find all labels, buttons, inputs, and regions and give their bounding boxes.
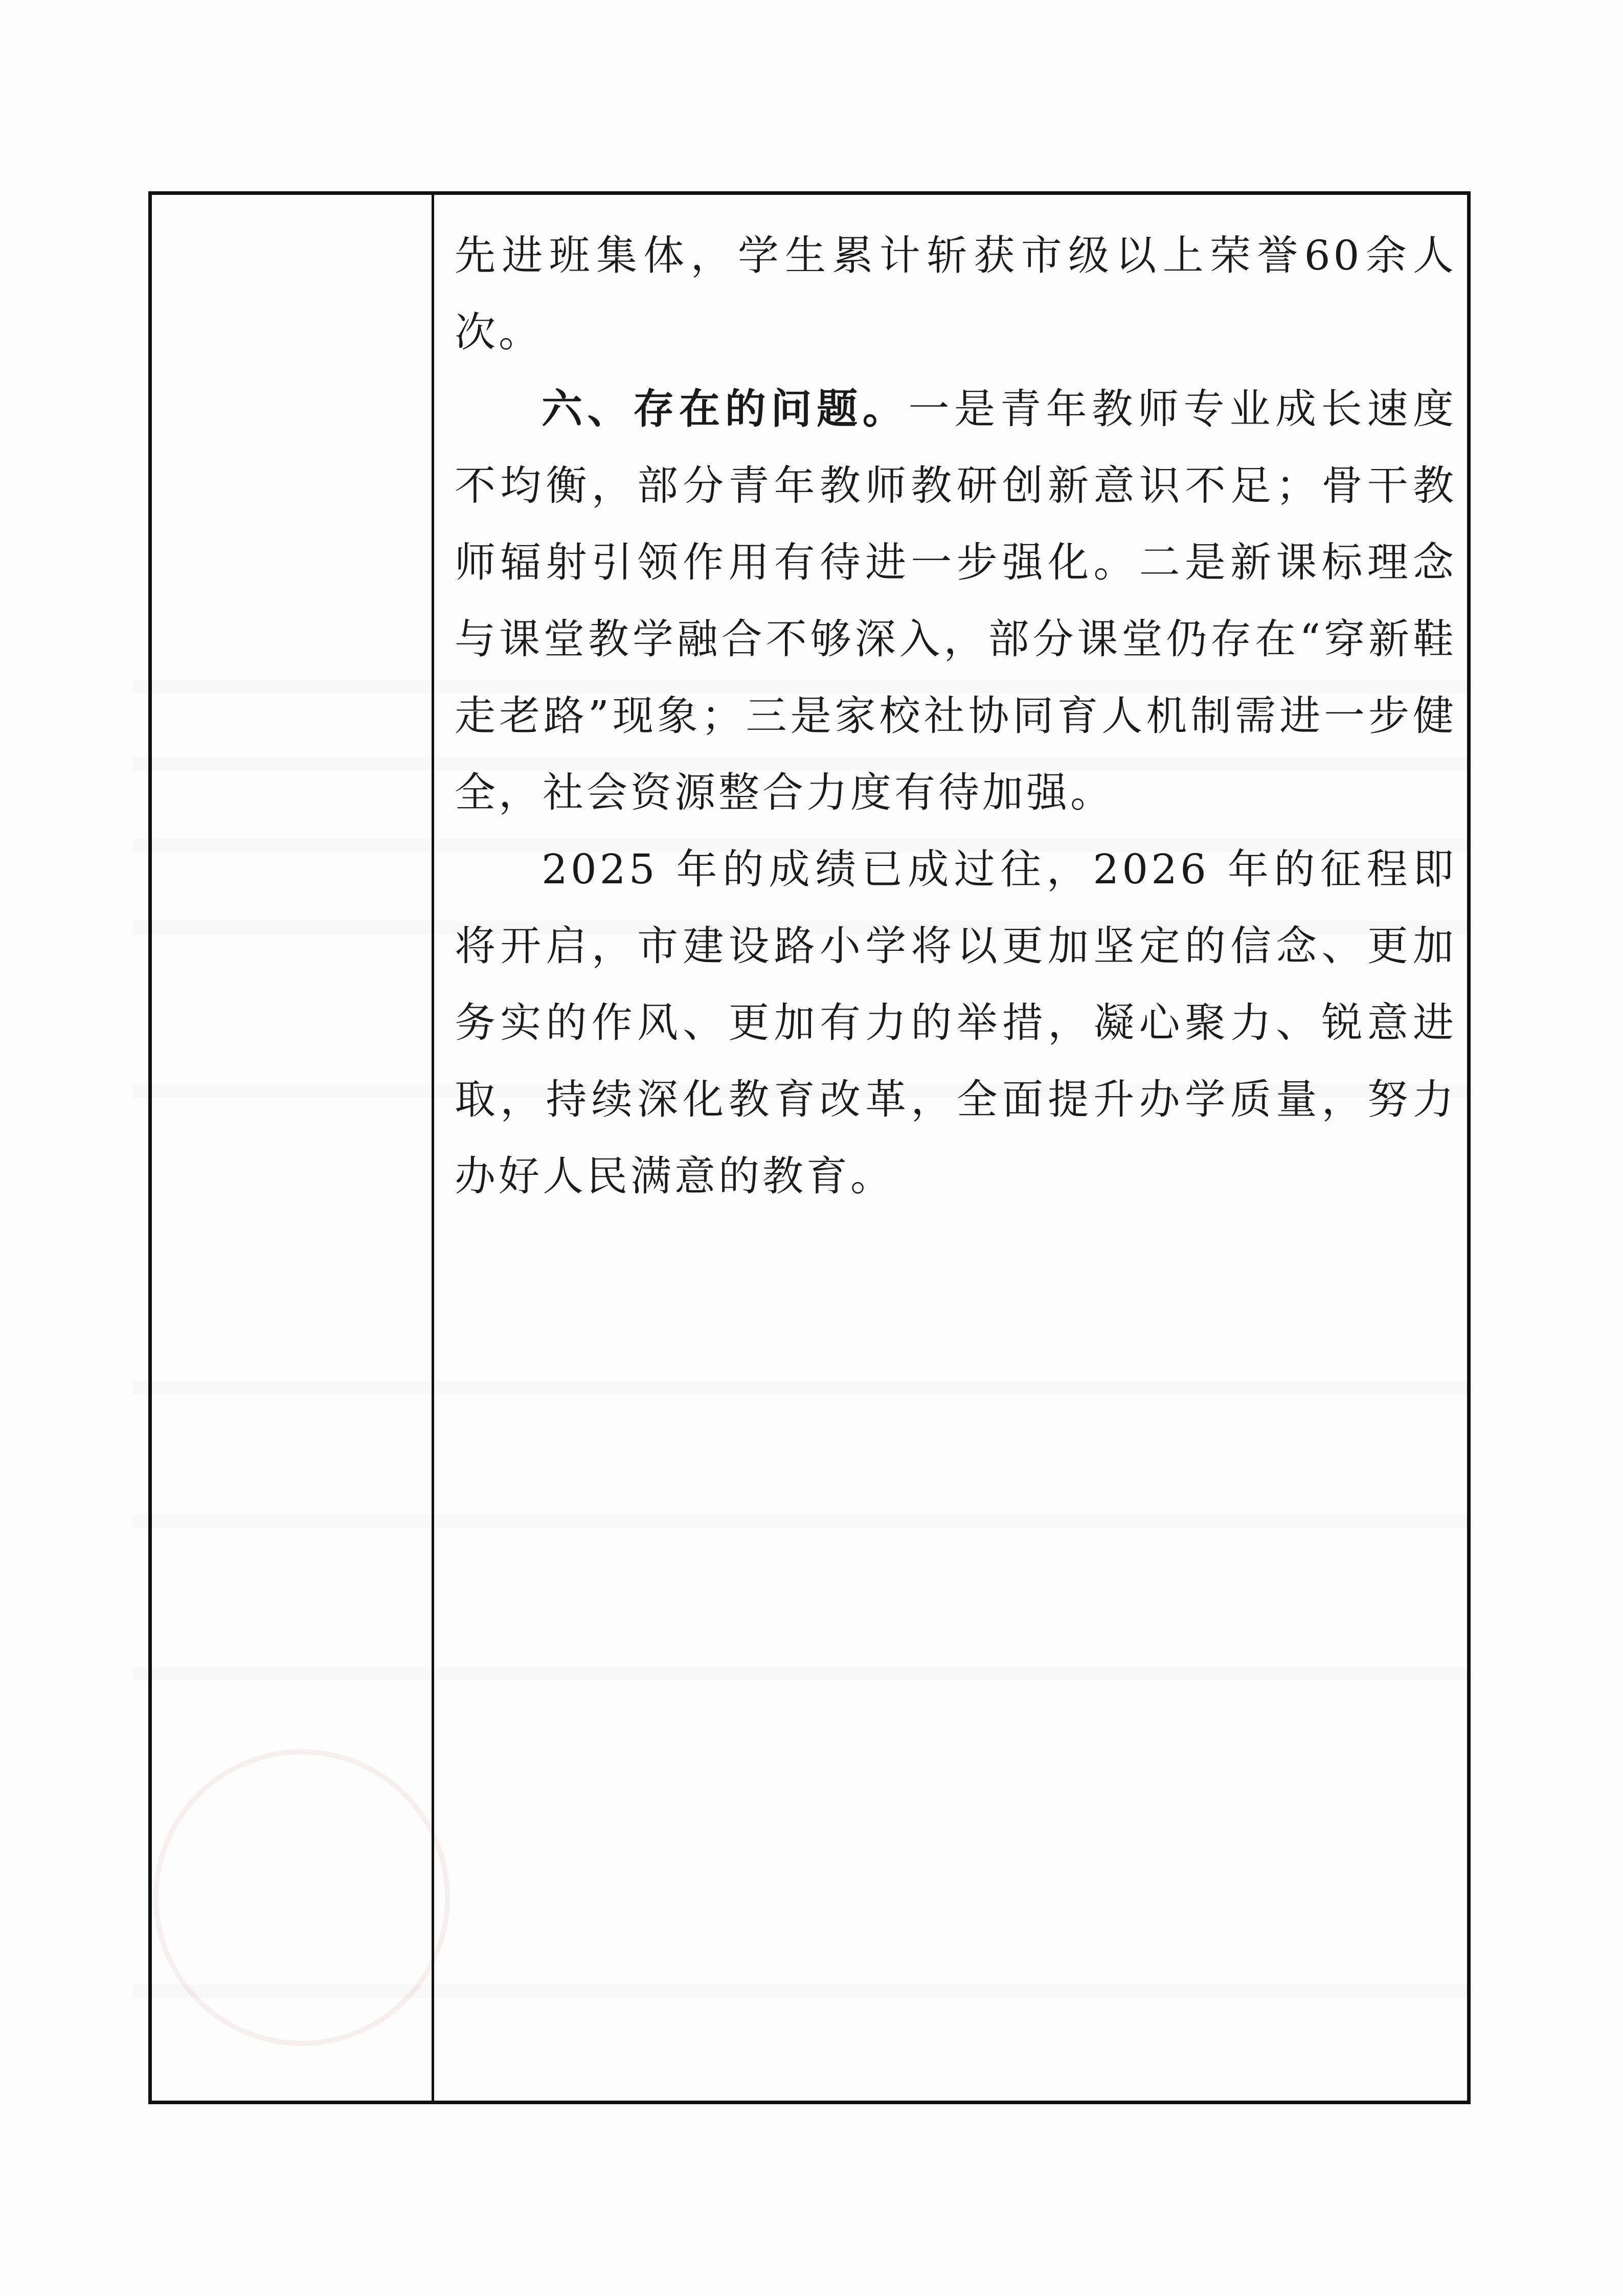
paragraph-continued: 先进班集体，学生累计斩获市级以上荣誉60余人次。 [455,232,1457,356]
form-table [148,191,1471,2104]
closing-paragraph: 2025 年的成绩已成过往，2026 年的征程即将开启，市建设路小学将以更加坚定的信念、更加务实的作风、更加有力的举措，凝心聚力、锐意进取，持续深化教育改革，全面提升办学质量，努力办好人民满意的教育。 [455,845,1457,1200]
section-heading: 六、存在的问题。 [542,385,909,433]
section-problems [455,371,1457,831]
section-body: 一是青年教师专业成长速度不均衡，部分青年教师教研创新意识不足；骨干教师辐射引领作用有待进一步强化。二是新课标理念与课堂教学融合不够深入，部分课堂仍存在“穿新鞋走老路”现象；三是家校社协同育人机制需进一步健全，社会资源整合力度有待加强。 [455,385,1457,816]
column-divider [432,195,434,2101]
report-content [455,195,1457,1215]
